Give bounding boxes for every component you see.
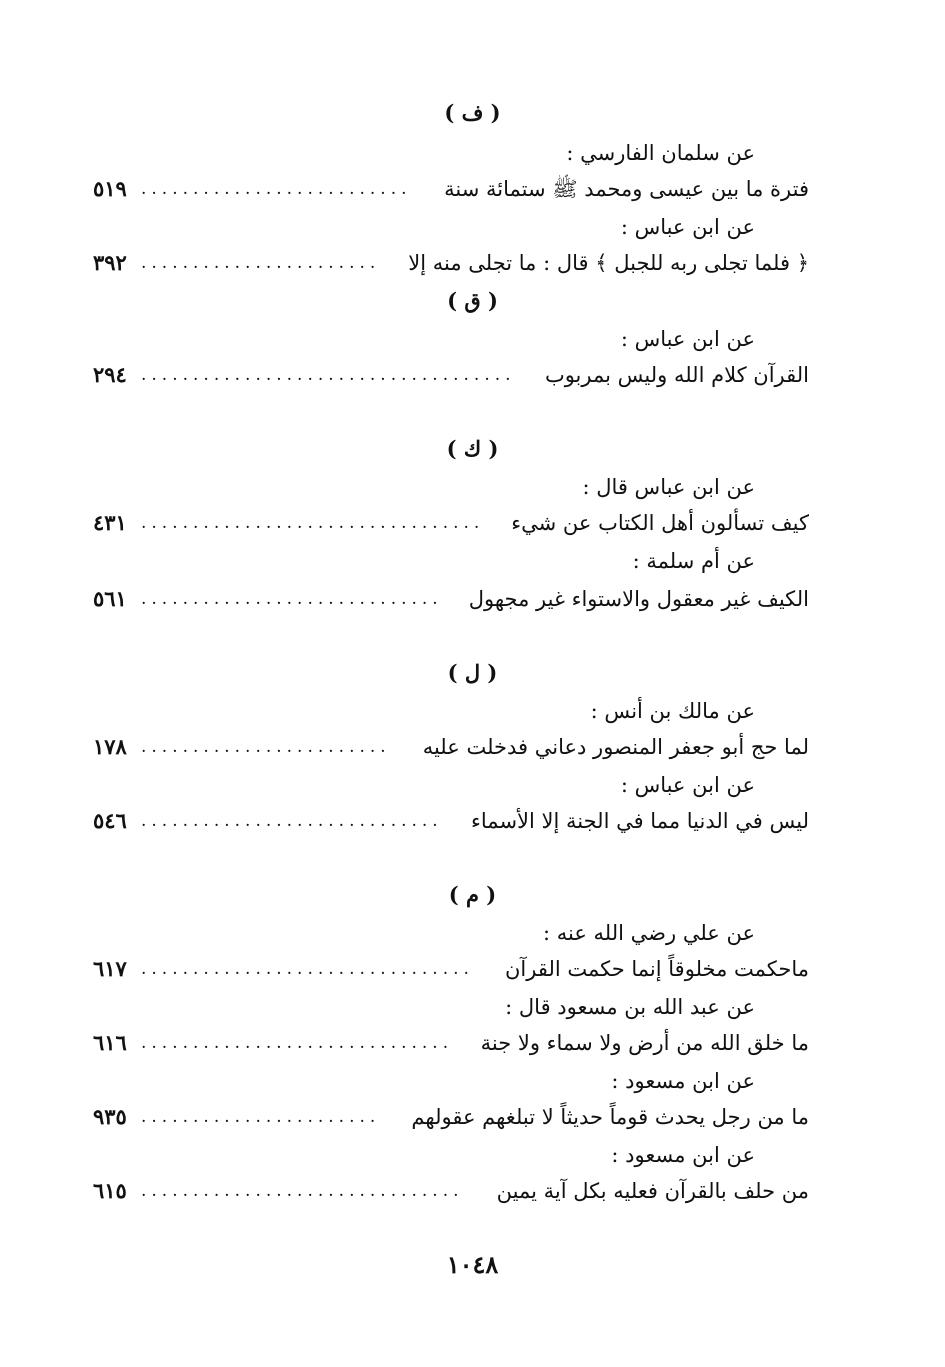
section-heading-qaf: ( ق ) xyxy=(447,288,498,313)
leader-dots: ............................. xyxy=(141,589,443,609)
entry-page-number: ٥٦١ xyxy=(93,586,127,611)
index-entry xyxy=(93,1100,809,1134)
leader-dots: ................................ xyxy=(141,959,474,979)
narrator-line: عن ابن مسعود : xyxy=(611,1069,755,1093)
entry-page-number: ٦١٧ xyxy=(93,956,127,981)
index-entry xyxy=(93,172,809,206)
narrator-line: عن ابن عباس : xyxy=(620,215,755,239)
leader-dots: ....................... xyxy=(141,253,381,273)
narrator-line: عن عبد الله بن مسعود قال : xyxy=(505,995,755,1019)
index-entry xyxy=(93,358,809,392)
entry-text: ما من رجل يحدث قوماً حديثاً لا تبلغهم عقولهم xyxy=(411,1105,809,1129)
index-entry xyxy=(93,952,809,986)
entry-text: ليس في الدنيا مما في الجنة إلا الأسماء xyxy=(471,809,809,833)
section-heading-lam: ( ل ) xyxy=(447,660,498,685)
section-heading-kaf: ( ك ) xyxy=(446,436,499,461)
entry-text: ﴿ فلما تجلى ربه للجبل ﴾ قال : ما تجلى منه إلا xyxy=(408,251,809,275)
index-entry xyxy=(93,804,809,838)
leader-dots: ............................... xyxy=(141,1181,464,1201)
entry-page-number: ٣٩٢ xyxy=(93,250,127,275)
entry-page-number: ٦١٥ xyxy=(93,1178,127,1203)
index-entry xyxy=(93,246,809,280)
leader-dots: .......................... xyxy=(141,179,412,199)
entry-text: لما حج أبو جعفر المنصور دعاني فدخلت عليه xyxy=(422,735,809,759)
leader-dots: ........................ xyxy=(141,737,391,757)
narrator-line: عن ابن عباس : xyxy=(620,327,755,351)
narrator-line: عن ابن عباس : xyxy=(620,773,755,797)
narrator-line: عن سلمان الفارسي : xyxy=(566,141,755,165)
entry-page-number: ٤٣١ xyxy=(93,510,127,535)
entry-text: من حلف بالقرآن فعليه بكل آية يمين xyxy=(496,1179,809,1203)
narrator-line: عن ابن عباس قال : xyxy=(582,475,755,499)
entry-page-number: ٥١٩ xyxy=(93,176,127,201)
entry-text: ما خلق الله من أرض ولا سماء ولا جنة xyxy=(480,1031,809,1055)
entry-page-number: ٥٤٦ xyxy=(93,808,127,833)
leader-dots: ................................. xyxy=(141,513,485,533)
entry-text: كيف تسألون أهل الكتاب عن شيء xyxy=(511,511,809,535)
entry-page-number: ٦١٦ xyxy=(93,1030,127,1055)
entry-text: فترة ما بين عيسى ومحمد ﷺ ستمائة سنة xyxy=(444,177,809,201)
index-entry xyxy=(93,582,809,616)
page-number: ١٠٤٨ xyxy=(446,1250,499,1279)
entry-text: القرآن كلام الله وليس بمربوب xyxy=(544,363,809,387)
section-heading-mim: ( م ) xyxy=(448,882,497,907)
leader-dots: .................................... xyxy=(141,365,516,385)
index-entry xyxy=(93,730,809,764)
narrator-line: عن مالك بن أنس : xyxy=(590,699,755,723)
leader-dots: ....................... xyxy=(141,1107,381,1127)
narrator-line: عن ابن مسعود : xyxy=(611,1143,755,1167)
narrator-line: عن علي رضي الله عنه : xyxy=(543,921,755,945)
index-entry xyxy=(93,1174,809,1208)
entry-page-number: ٢٩٤ xyxy=(93,362,127,387)
index-entry xyxy=(93,1026,809,1060)
index-entry xyxy=(93,506,809,540)
entry-text: الكيف غير معقول والاستواء غير مجهول xyxy=(468,587,809,611)
entry-page-number: ٩٣٥ xyxy=(93,1104,127,1129)
entry-page-number: ١٧٨ xyxy=(93,734,127,759)
narrator-line: عن أم سلمة : xyxy=(632,549,755,573)
entry-text: ماحكمت مخلوقاً إنما حكمت القرآن xyxy=(505,957,809,981)
leader-dots: ............................. xyxy=(141,811,443,831)
section-heading-fa: ( ف ) xyxy=(444,100,501,125)
leader-dots: .............................. xyxy=(141,1033,454,1053)
